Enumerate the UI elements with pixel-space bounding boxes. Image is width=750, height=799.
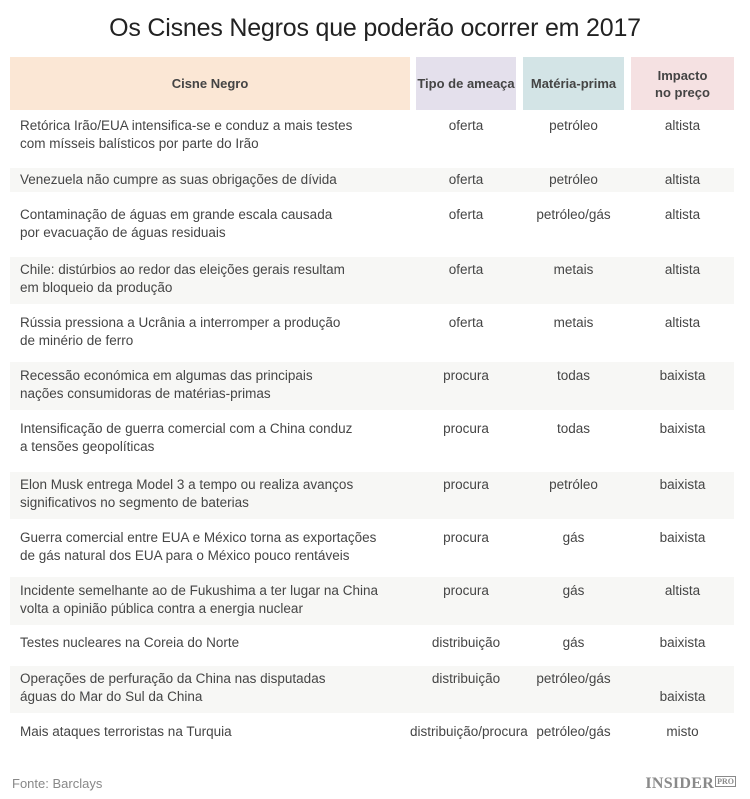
impacto-cell: altista [664, 583, 701, 598]
table-row [10, 304, 734, 362]
black-swans-table [10, 57, 734, 757]
materia-cell: gás [562, 583, 585, 598]
event-cell [10, 192, 410, 257]
table-row [10, 362, 734, 410]
tipo-cell: oferta [448, 207, 484, 222]
tipo-cell: procura [443, 421, 489, 436]
page-title: Os Cisnes Negros que poderão ocorrer em 2017 [109, 14, 641, 42]
impacto-cell: altista [664, 207, 701, 222]
header-impacto-line1: Impacto [657, 67, 708, 83]
event-line: de minério de ferro [20, 332, 134, 348]
header-tipo-ameaca: Tipo de ameaça [416, 57, 516, 110]
table-row [10, 110, 734, 168]
table-row [10, 713, 734, 757]
impacto-cell: baixista [659, 530, 706, 545]
impacto-cell: baixista [659, 689, 706, 704]
impacto-cell: baixista [659, 421, 706, 436]
event-line: nações consumidoras de matérias-primas [20, 385, 271, 401]
materia-cell: todas [556, 421, 591, 436]
table-row [10, 577, 734, 625]
impacto-cell: baixista [659, 368, 706, 383]
table-row [10, 168, 734, 192]
header-materia-prima: Matéria-prima [523, 57, 624, 110]
event-line: Operações de perfuração da China nas disputadas [20, 671, 326, 686]
tipo-cell: distribuição [431, 671, 501, 686]
event-line: significativos no segmento de baterias [20, 494, 249, 510]
tipo-cell: oferta [448, 262, 484, 277]
table-row [10, 625, 734, 666]
event-cell [10, 410, 410, 472]
impacto-cell: altista [664, 315, 701, 330]
event-line: Elon Musk entrega Model 3 a tempo ou realiza avanços [20, 477, 354, 492]
materia-cell: gás [562, 635, 585, 650]
logo-pro-badge: PRO [717, 777, 734, 786]
materia-cell: petróleo/gás [536, 207, 611, 222]
event-line: com mísseis balísticos por parte do Irão [20, 135, 259, 151]
event-line: Retórica Irão/EUA intensifica-se e conduz a mais testes [20, 118, 353, 133]
source-note: Fonte: Barclays [12, 776, 103, 791]
tipo-cell: oferta [448, 172, 484, 187]
materia-cell: petróleo [549, 477, 598, 492]
tipo-cell: oferta [448, 315, 484, 330]
tipo-cell: distribuição [431, 635, 501, 650]
tipo-cell: procura [443, 530, 489, 545]
tipo-cell: oferta [448, 118, 484, 133]
logo-main-text: INSIDER [645, 775, 715, 792]
materia-cell: todas [556, 368, 591, 383]
event-line: Guerra comercial entre EUA e México torna as exportações [20, 530, 377, 545]
impacto-cell: altista [664, 262, 701, 277]
header-impacto-line2: no preço [655, 84, 710, 100]
tipo-cell: distribuição/procura [410, 724, 528, 739]
table-row [10, 257, 734, 304]
event-line: Contaminação de águas em grande escala causada [20, 207, 333, 222]
event-cell [10, 304, 410, 362]
event-cell [10, 362, 410, 410]
materia-cell: metais [553, 262, 594, 277]
event-line: Venezuela não cumpre as suas obrigações de dívida [20, 172, 337, 187]
table-row [10, 472, 734, 519]
event-line: em bloqueio da produção [20, 279, 173, 295]
event-cell [10, 666, 410, 713]
table-row [10, 519, 734, 577]
event-cell [10, 110, 410, 168]
event-cell [10, 257, 410, 304]
table-header [10, 57, 734, 110]
event-line: por evacuação de águas residuais [20, 224, 226, 240]
materia-cell: metais [553, 315, 594, 330]
impacto-cell: misto [666, 724, 699, 739]
event-line: Mais ataques terroristas na Turquia [20, 724, 232, 739]
materia-cell: petróleo [549, 118, 598, 133]
event-line: volta a opinião pública contra a energia nuclear [20, 600, 303, 616]
tipo-cell: procura [443, 583, 489, 598]
event-line: Intensificação de guerra comercial com a China conduz [20, 421, 353, 436]
header-cisne-negro: Cisne Negro [10, 57, 410, 110]
event-cell [10, 519, 410, 577]
event-line: Testes nucleares na Coreia do Norte [20, 635, 240, 650]
materia-cell: petróleo [549, 172, 598, 187]
event-cell [10, 625, 410, 666]
event-line: Incidente semelhante ao de Fukushima a ter lugar na China [20, 583, 378, 598]
materia-cell: petróleo/gás [536, 724, 611, 739]
event-cell [10, 168, 410, 192]
event-line: de gás natural dos EUA para o México pouco rentáveis [20, 547, 350, 563]
event-cell [10, 713, 410, 757]
event-line: águas do Mar do Sul da China [20, 688, 203, 704]
materia-cell: petróleo/gás [536, 671, 611, 686]
event-cell [10, 472, 410, 519]
event-line: Recessão económica em algumas das principais [20, 368, 313, 383]
impacto-cell: baixista [659, 477, 706, 492]
event-line: Chile: distúrbios ao redor das eleições gerais resultam [20, 262, 345, 277]
impacto-cell: altista [664, 118, 701, 133]
event-line: a tensões geopolíticas [20, 438, 155, 454]
table-row [10, 666, 734, 713]
materia-cell: gás [562, 530, 585, 545]
impacto-cell: baixista [659, 635, 706, 650]
event-cell [10, 577, 410, 625]
table-row [10, 192, 734, 257]
header-impacto-preco [631, 57, 734, 110]
impacto-cell: altista [664, 172, 701, 187]
insider-pro-logo [645, 775, 736, 793]
tipo-cell: procura [443, 477, 489, 492]
tipo-cell: procura [443, 368, 489, 383]
event-line: Rússia pressiona a Ucrânia a interromper a produção [20, 315, 341, 330]
table-row [10, 410, 734, 472]
